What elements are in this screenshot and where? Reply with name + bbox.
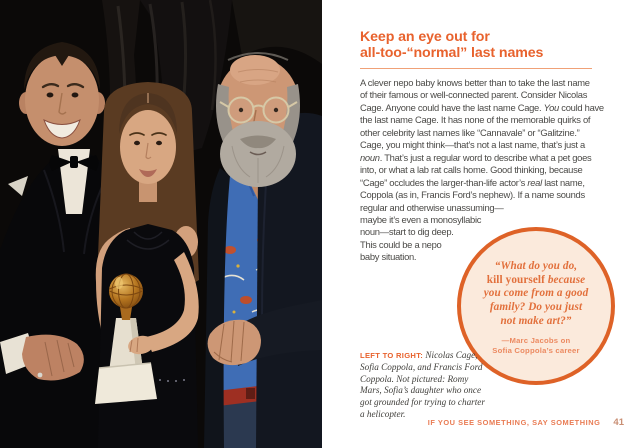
body-line: Cage, you might think—that’s not a last name, that’s just a [360, 139, 585, 151]
caption-label: LEFT TO RIGHT: [360, 351, 424, 361]
quote-line: family? Do you just [489, 301, 583, 314]
body-line: “Cage” occludes the larger-than-life actor’s real last name, [360, 176, 585, 188]
quote-line: you come from a good [483, 287, 589, 300]
body-line: Cage. Anyone could have the last name Cage. You could have [360, 101, 604, 113]
body-line: regular and otherwise unassuming— [360, 201, 504, 213]
body-line: other celebrity last names like “Cannavale” or “Galitzine.” [360, 126, 580, 138]
body-line: This could be a nepo [360, 238, 442, 250]
running-head: IF YOU SEE SOMETHING, SAY SOMETHING [427, 418, 601, 427]
quote-line: “What do you do, [494, 260, 578, 272]
heading-rule [360, 68, 592, 69]
body-line: of their famous or well-connected parent. Consider Nicolas [360, 89, 588, 101]
body-line: noun—start to dig deep. [360, 226, 454, 238]
body-line: maybe it’s even a monosyllabic [360, 213, 482, 225]
quote-line: kill yourself because [486, 273, 586, 286]
body-line: baby situation. [360, 251, 417, 263]
attribution-line1: —Marc Jacobs on [501, 335, 571, 345]
photo-caption [360, 350, 488, 420]
text-page [322, 0, 640, 448]
body-line: A clever nepo baby knows better than to take the last name [360, 77, 590, 88]
quote-line: not make art?” [500, 314, 572, 327]
section-title-line1: Keep an eye out for [360, 29, 490, 45]
pull-quote-text [461, 260, 611, 329]
body-line: Coppola (as in, Francis Ford’s nephew). If a name sounds [360, 189, 585, 201]
page-footer [360, 417, 624, 428]
body-line: the last name Cage. It has none of the memorable quirks of [360, 114, 591, 126]
section-title-line2: all-too-“normal” last names [360, 45, 544, 62]
caption-text: Nicolas Cage, Sofia Coppola, and Francis Ford Coppola. Not pictured: Romy Mars, Sofia’s daughter who once got grounded for trying to charter a helicopter. [360, 350, 485, 419]
body-line: noun. That’s just a regular word to describe what a pet goes [360, 151, 592, 163]
section-title [360, 29, 543, 62]
page-number: 41 [613, 417, 624, 428]
body-line: into, or what a lab rat calls home. Good thinking, because [360, 164, 583, 176]
attribution-line2: Sofia Coppola’s career [492, 345, 580, 355]
